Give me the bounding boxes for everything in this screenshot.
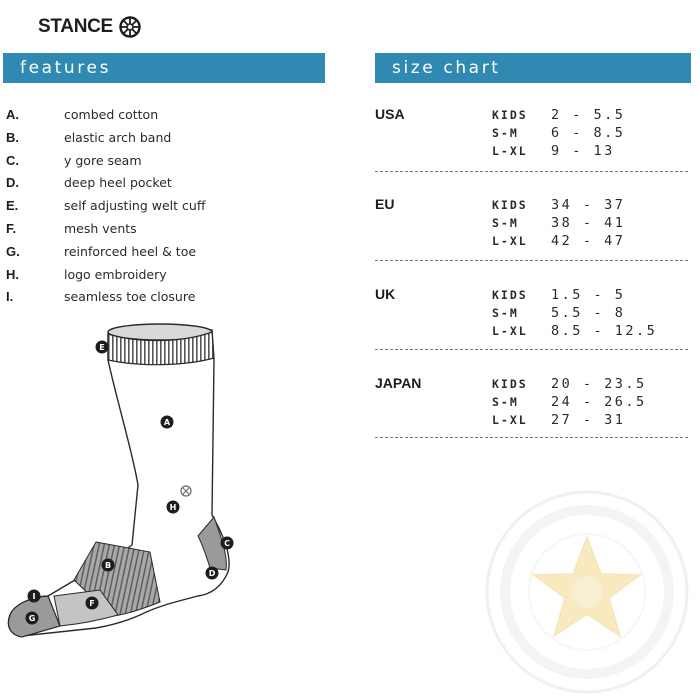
stance-seal-watermark-icon (480, 485, 695, 700)
feature-letter: B. (6, 129, 19, 145)
size-value: 20 - 23.5 (551, 376, 647, 392)
size-region: UK (375, 286, 396, 302)
size-label: L-XL (492, 234, 528, 248)
size-value: 38 - 41 (551, 215, 626, 231)
size-label: L-XL (492, 324, 528, 338)
feature-text: elastic arch band (64, 129, 172, 145)
size-value: 8.5 - 12.5 (551, 323, 658, 339)
feature-text: y gore seam (64, 152, 142, 168)
marker-label: G (28, 614, 36, 623)
marker-label: H (169, 503, 177, 512)
marker-label: I (32, 592, 36, 601)
section-divider (375, 260, 688, 261)
feature-text: seamless toe closure (64, 289, 196, 305)
size-value: 24 - 26.5 (551, 394, 647, 410)
marker-label: E (99, 343, 105, 352)
size-label: KIDS (492, 288, 528, 302)
feature-letter: A. (6, 107, 19, 122)
feature-letter: C. (6, 152, 19, 168)
size-value: 1.5 - 5 (551, 287, 626, 303)
size-label: S-M (492, 395, 519, 409)
size-value: 2 - 5.5 (551, 107, 626, 123)
size-region: EU (375, 196, 395, 212)
size-value: 27 - 31 (551, 412, 626, 428)
stance-logo-icon (119, 16, 141, 38)
brand-header (38, 14, 141, 40)
feature-text: deep heel pocket (64, 175, 172, 191)
feature-letter: D. (6, 175, 19, 191)
feature-text: logo embroidery (64, 266, 167, 282)
feature-text: self adjusting welt cuff (64, 198, 206, 214)
section-divider (375, 437, 688, 438)
size-value: 5.5 - 8 (551, 305, 626, 321)
size-label: S-M (492, 306, 519, 320)
marker-label: D (208, 569, 216, 578)
size-chart-banner: size chart (375, 53, 691, 83)
marker-label: A (163, 418, 171, 427)
size-label: KIDS (492, 108, 528, 122)
size-region: JAPAN (375, 375, 422, 391)
size-value: 34 - 37 (551, 197, 626, 213)
feature-text: mesh vents (64, 220, 137, 236)
marker-label: C (224, 539, 230, 548)
size-label: L-XL (492, 413, 528, 427)
size-label: KIDS (492, 377, 528, 391)
brand-name: STANCE (38, 16, 113, 37)
feature-text: reinforced heel & toe (64, 243, 197, 259)
section-divider (375, 171, 688, 172)
size-label: KIDS (492, 198, 528, 212)
feature-letter: F. (6, 220, 17, 236)
section-divider (375, 349, 688, 350)
size-value: 6 - 8.5 (551, 125, 626, 141)
feature-text: combed cotton (64, 107, 159, 122)
feature-letter: E. (6, 198, 19, 214)
feature-letter: H. (6, 266, 19, 282)
size-value: 42 - 47 (551, 233, 626, 249)
marker-label: F (89, 599, 95, 608)
size-region: USA (375, 106, 405, 122)
size-label: S-M (492, 216, 519, 230)
sock-diagram (0, 310, 300, 650)
size-label: L-XL (492, 144, 528, 158)
feature-letter: I. (6, 289, 14, 305)
feature-letter: G. (6, 243, 20, 259)
marker-label: B (104, 561, 112, 570)
size-label: S-M (492, 126, 519, 140)
features-banner: features (3, 53, 325, 83)
size-value: 9 - 13 (551, 143, 615, 159)
